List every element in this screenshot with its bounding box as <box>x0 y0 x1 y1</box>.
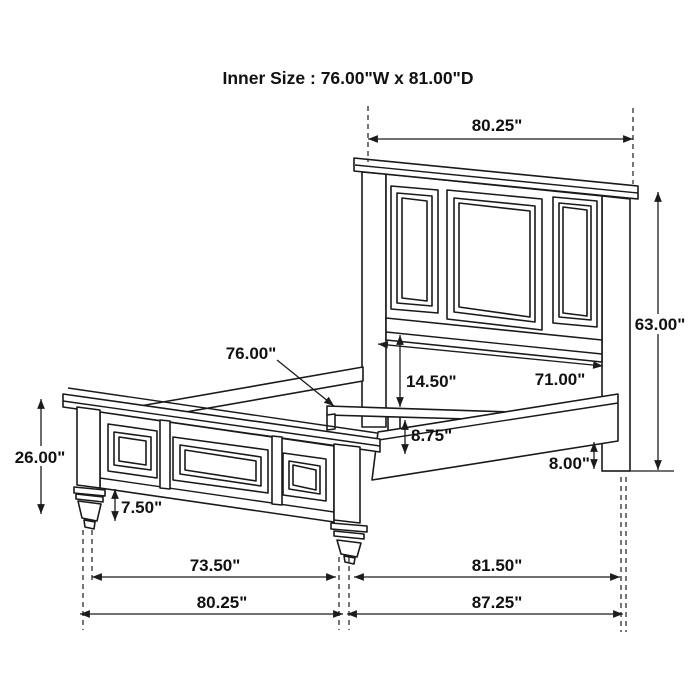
dim-leg-height-label: 7.50" <box>121 498 163 517</box>
dim-headboard-width-label: 80.25" <box>471 116 523 135</box>
dim-footboard-width-label: 80.25" <box>196 593 248 612</box>
dim-inner-width-label: 76.00" <box>225 344 277 363</box>
headboard-left-post <box>362 172 386 427</box>
dim-rail-clearance-label: 8.00" <box>548 454 590 473</box>
diagram-title: Inner Size : 76.00"W x 81.00"D <box>222 68 474 88</box>
dim-footboard-inner-width <box>92 556 336 577</box>
dim-footboard-height <box>11 399 70 514</box>
dim-rail-length <box>354 556 620 577</box>
dim-panel-gap-label: 14.50" <box>406 372 457 391</box>
headboard-panels <box>391 186 597 330</box>
dim-headboard-height-label: 63.00" <box>634 315 686 334</box>
dim-headboard-inner-width-label: 71.00" <box>534 370 586 389</box>
center-support-rail-endcap <box>327 414 335 430</box>
dim-rail-length-label: 81.50" <box>471 556 523 575</box>
dim-overall-length <box>347 593 623 614</box>
footboard-right-post <box>334 444 360 523</box>
footboard-left-leg <box>74 487 105 529</box>
footboard-left-post <box>77 407 100 488</box>
dim-overall-length-label: 87.25" <box>471 593 523 612</box>
dim-footboard-width <box>80 593 343 614</box>
dim-footboard-inner-width-label: 73.50" <box>189 556 241 575</box>
dim-support-height-label: 8.75" <box>411 426 453 445</box>
dim-footboard-height-label: 26.00" <box>14 448 66 467</box>
